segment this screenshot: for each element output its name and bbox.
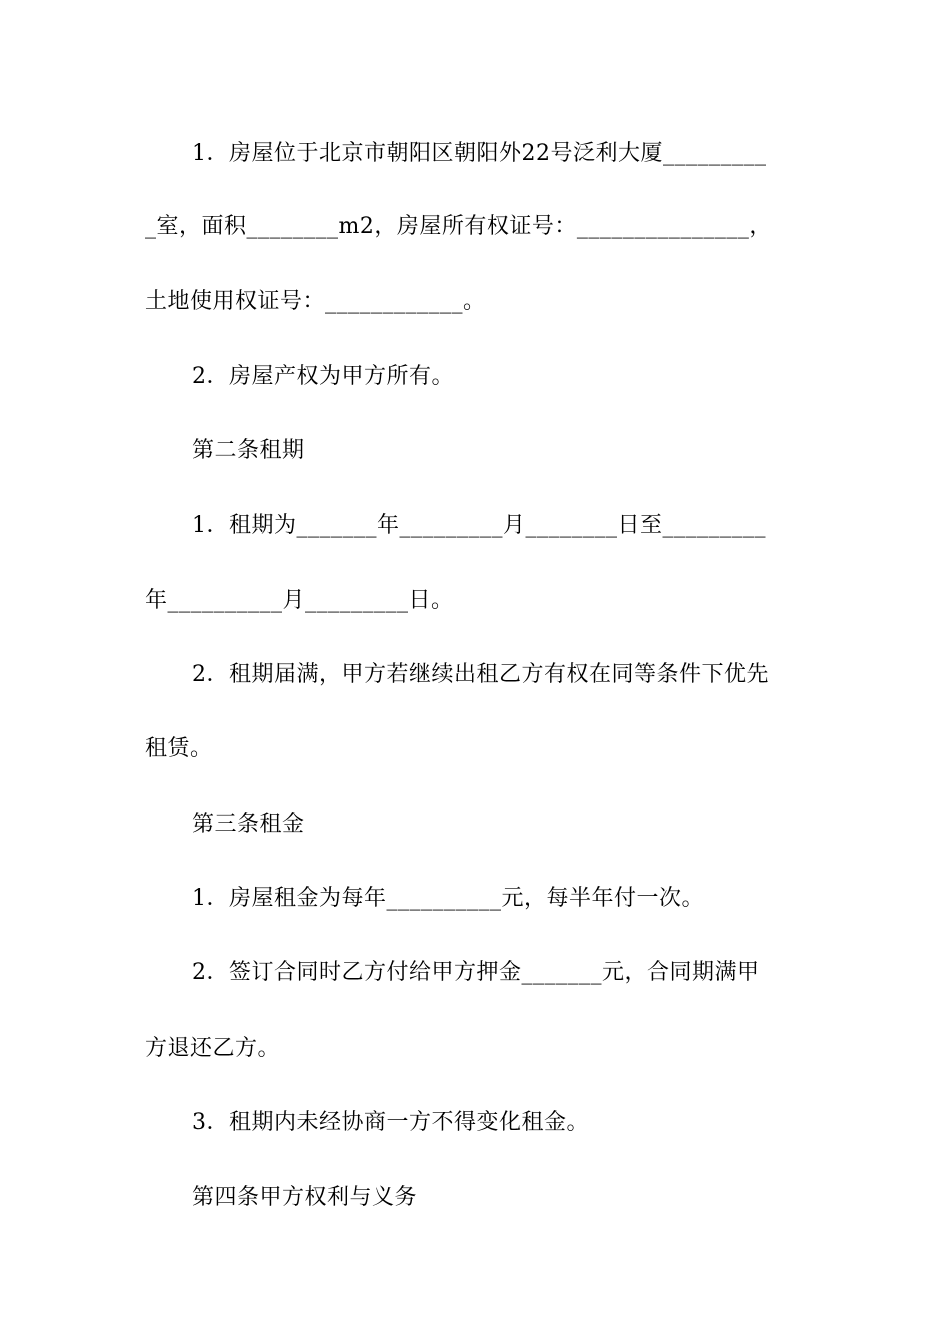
section-heading-2: 第二条租期 [192, 438, 305, 463]
section-heading-4: 第四条甲方权利与义务 [192, 1185, 418, 1210]
clause-1-1-line-1: 1．房屋位于北京市朝阳区朝阳外22号泛利大厦_________ [192, 141, 767, 166]
section-heading-3: 第三条租金 [192, 812, 305, 837]
clause-2-2-line-2: 租赁。 [145, 736, 213, 761]
clause-2-2-line-1: 2．租期届满，甲方若继续出租乙方有权在同等条件下优先 [192, 662, 769, 687]
clause-3-1: 1．房屋租金为每年__________元，每半年付一次。 [192, 886, 704, 911]
clause-2-1-line-1: 1．租期为_______年_________月________日至_________ [192, 513, 766, 538]
clause-1-2: 2．房屋产权为甲方所有。 [192, 364, 454, 389]
clause-3-2-line-1: 2．签订合同时乙方付给甲方押金_______元，合同期满甲 [192, 960, 760, 985]
clause-3-2-line-2: 方退还乙方。 [145, 1036, 281, 1061]
clause-1-1-line-3: 土地使用权证号：____________。 [145, 289, 486, 314]
clause-3-3: 3．租期内未经协商一方不得变化租金。 [192, 1110, 589, 1135]
clause-1-1-line-2: _室，面积________m2，房屋所有权证号：_______________， [145, 214, 772, 239]
clause-2-1-line-2: 年__________月_________日。 [145, 588, 454, 613]
